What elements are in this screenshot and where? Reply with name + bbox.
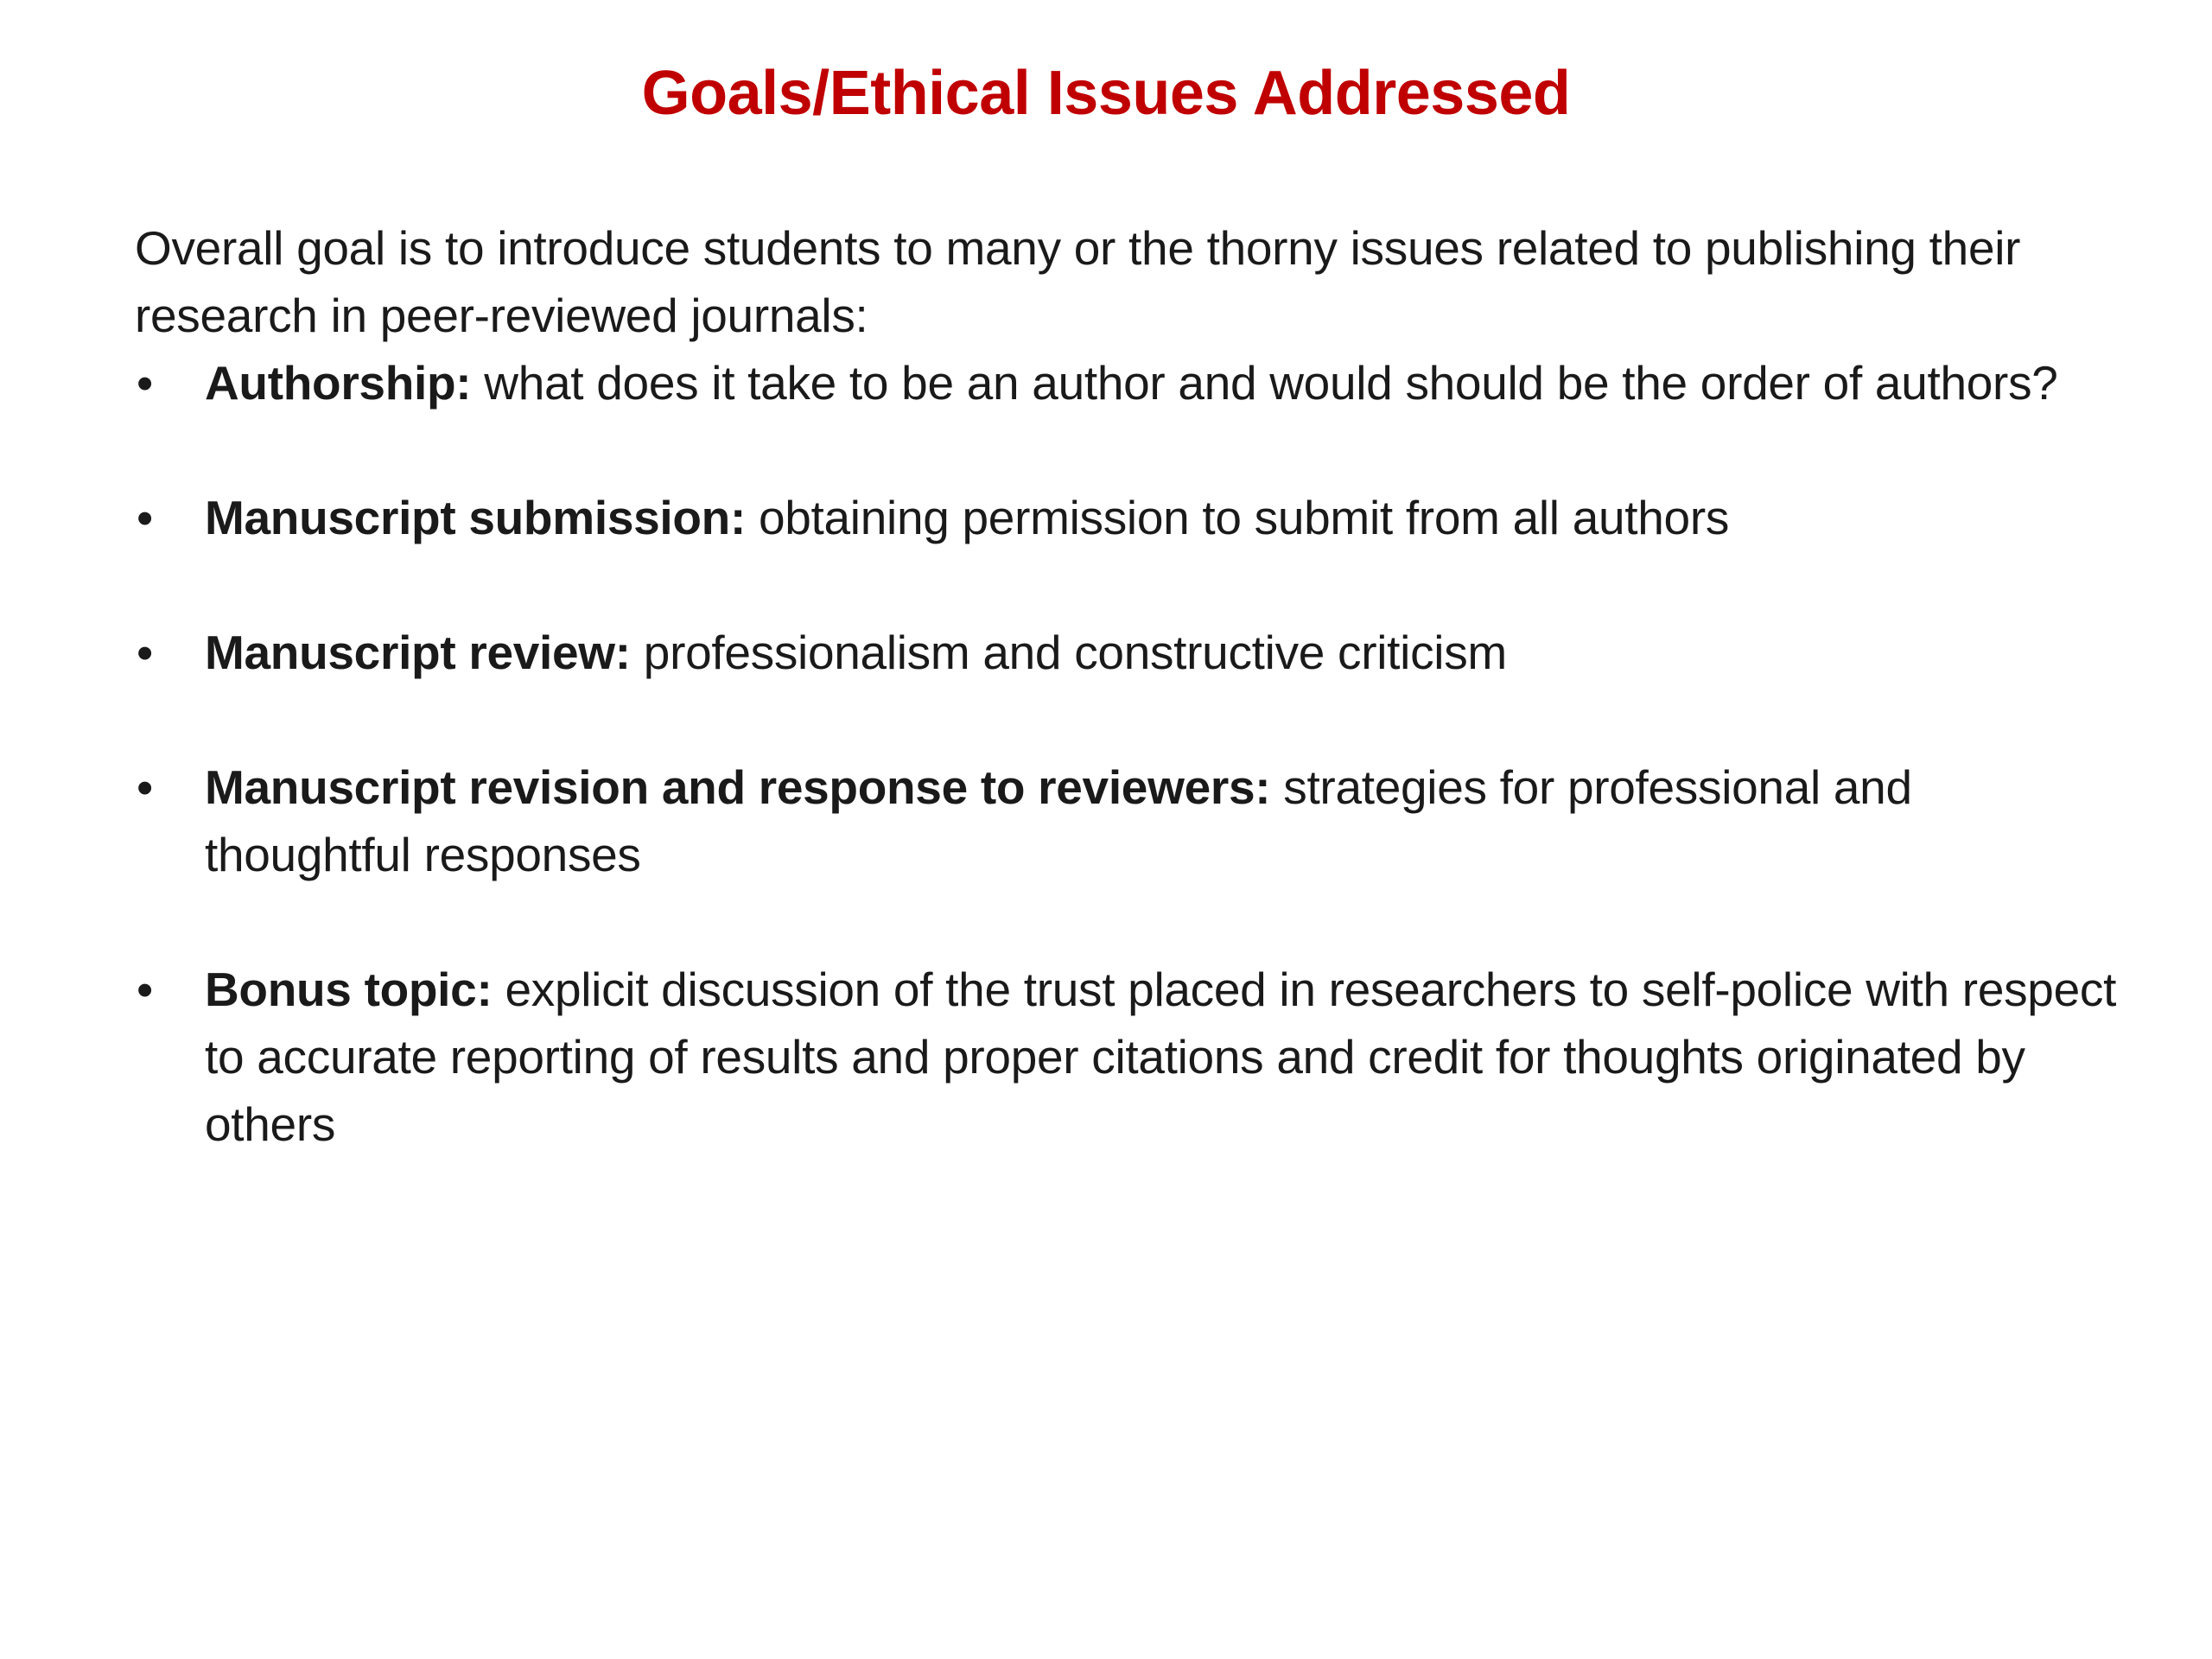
bullet-term: Manuscript review:: [205, 626, 631, 679]
slide-body: [135, 214, 2122, 1158]
bullet-item-bonus-topic: [135, 956, 2122, 1158]
bullet-item-manuscript-submission: [135, 484, 2122, 551]
bullet-text: professionalism and constructive criticism: [630, 626, 1507, 679]
bullet-term: Authorship:: [205, 356, 472, 410]
bullet-icon: •: [137, 356, 153, 410]
slide-title: Goals/Ethical Issues Addressed: [641, 59, 1571, 128]
bullet-item-manuscript-revision: [135, 753, 2122, 888]
bullet-term: Manuscript submission:: [205, 491, 746, 544]
bullet-text: explicit discussion of the trust placed in researchers to self-police with respect to accurate reporting of results and proper citations and credit for thoughts originated by others: [205, 963, 2117, 1151]
bullet-item-authorship: [135, 349, 2122, 416]
bullet-term: Bonus topic:: [205, 963, 493, 1016]
bullet-term: Manuscript revision and response to reviewers:: [205, 760, 1271, 814]
bullet-list: [135, 349, 2122, 1158]
bullet-icon: •: [137, 760, 153, 814]
bullet-icon: •: [137, 963, 153, 1016]
bullet-text: what does it take to be an author and would should be the order of authors?: [471, 356, 2058, 410]
intro-paragraph: Overall goal is to introduce students to many or the thorny issues related to publishing their research in peer-reviewed journals:: [135, 221, 2021, 342]
bullet-item-manuscript-review: [135, 619, 2122, 686]
bullet-text: obtaining permission to submit from all authors: [745, 491, 1730, 544]
bullet-icon: •: [137, 626, 153, 679]
bullet-icon: •: [137, 491, 153, 544]
bullet-text: strategies for professional and thoughtful responses: [205, 760, 1912, 881]
